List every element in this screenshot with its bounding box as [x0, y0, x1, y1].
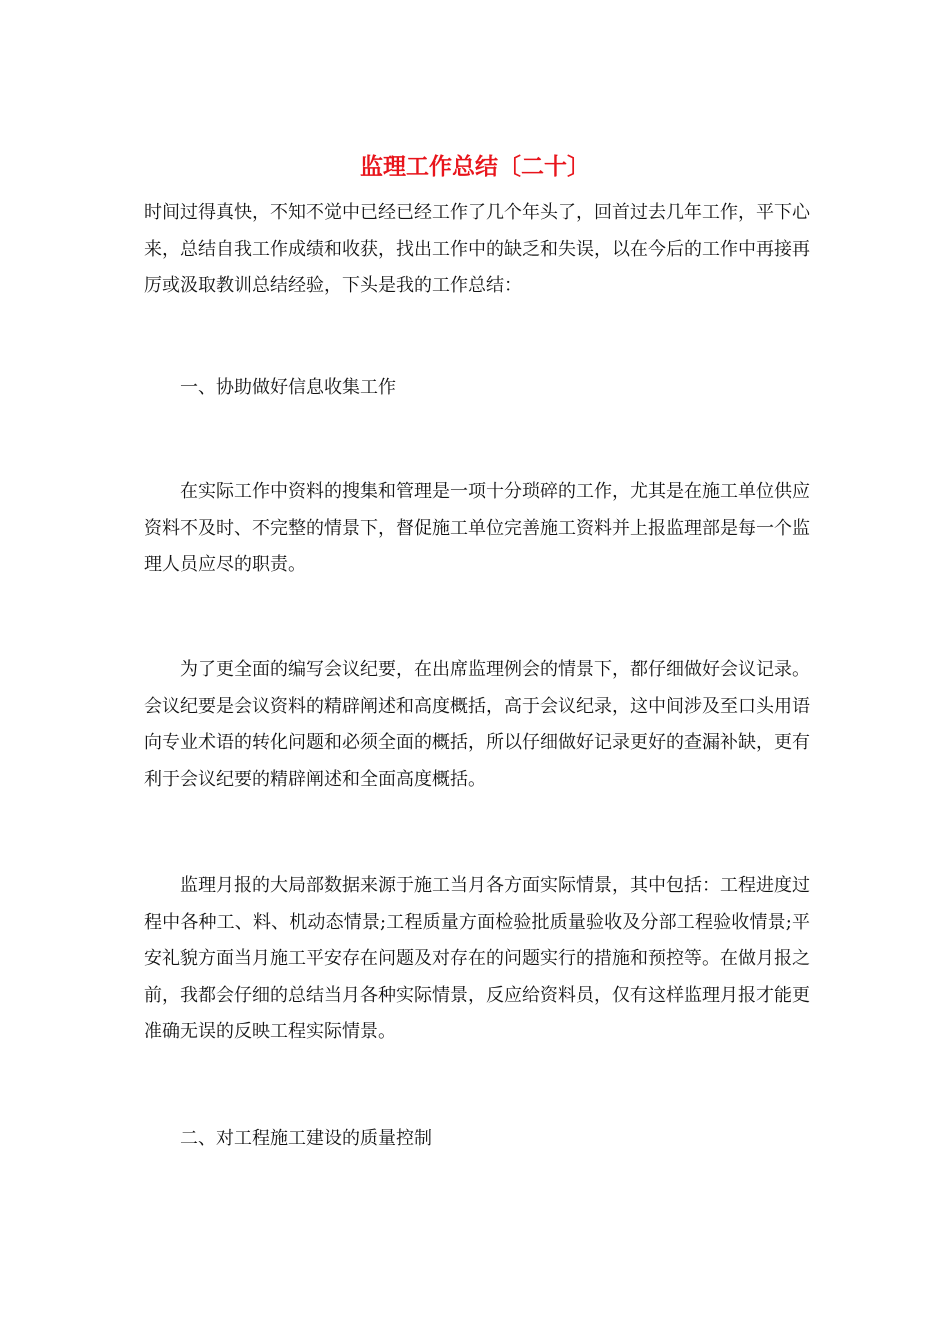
body-paragraph: 在实际工作中资料的搜集和管理是一项十分琐碎的工作，尤其是在施工单位供应资料不及时、不完整的情景下，督促施工单位完善施工资料并上报监理部是每一个监理人员应尽的职责。 [144, 481, 810, 575]
body-paragraph: 为了更全面的编写会议纪要，在出席监理例会的情景下，都仔细做好会议记录。会议纪要是会议资料的精辟阐述和高度概括，高于会议纪录，这中间涉及至口头用语向专业术语的转化问题和必须全面的概括，所以仔细做好记录更好的查漏补缺，更有利于会议纪要的精辟阐述和全面高度概括。 [144, 659, 810, 790]
intro-paragraph: 时间过得真快，不知不觉中已经已经工作了几个年头了，回首过去几年工作，平下心来，总结自我工作成绩和收获，找出工作中的缺乏和失误，以在今后的工作中再接再厉或汲取教训总结经验，下头是我的工作总结： [144, 202, 810, 296]
section-heading-2: 二、对工程施工建设的质量控制 [180, 1128, 432, 1149]
section-heading-1: 一、协助做好信息收集工作 [180, 377, 396, 398]
document-title: 监理工作总结〔二十〕 [360, 154, 590, 180]
body-paragraph: 监理月报的大局部数据来源于施工当月各方面实际情景，其中包括：工程进度过程中各种工、料、机动态情景;工程质量方面检验批质量验收及分部工程验收情景;平安礼貌方面当月施工平安存在问题及对存在的问题实行的措施和预控等。在做月报之前，我都会仔细的总结当月各种实际情景，反应给资料员，仅有这样监理月报才能更准确无误的反映工程实际情景。 [144, 875, 810, 1042]
